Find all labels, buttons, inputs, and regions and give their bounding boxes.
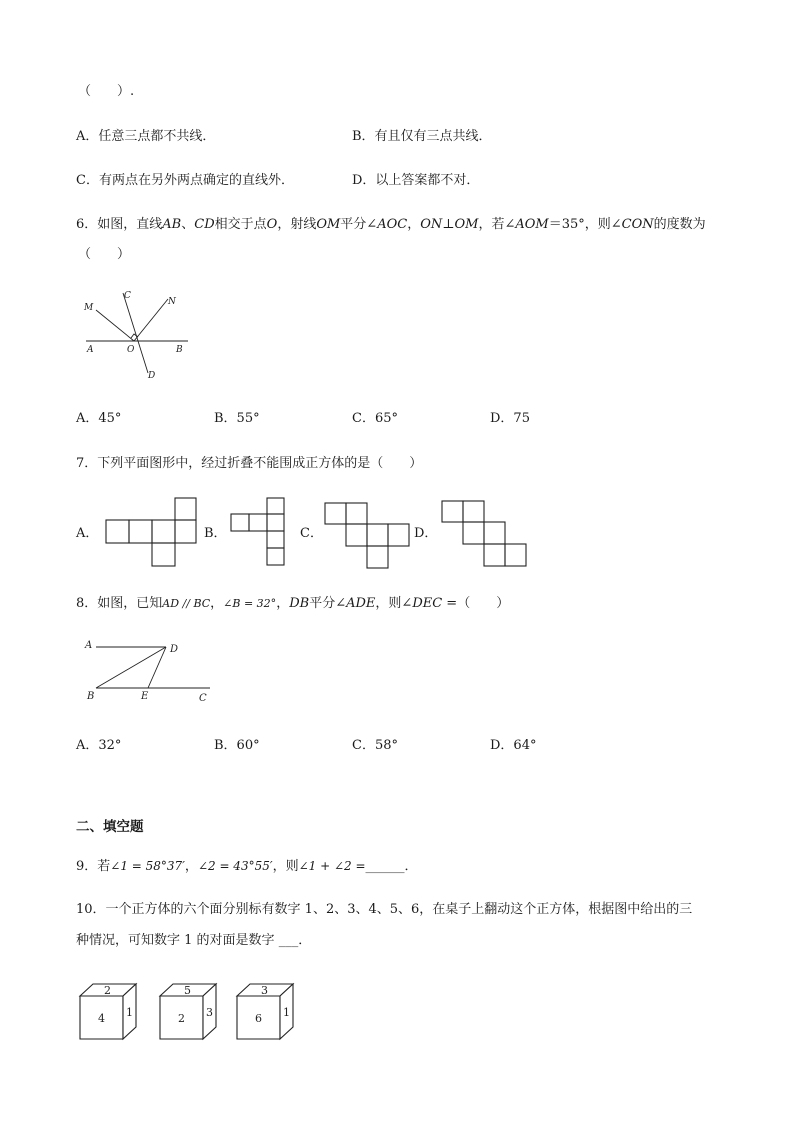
q10-cube-3-side: 1 [283,1006,290,1019]
q8-option-b: B．60° [214,738,260,753]
q10-cubes-figure [78,980,318,1045]
q6-stem: 6．如图，直线AB、CD相交于点O，射线OM平分∠AOC，ON⊥OM，若∠AOM＝35°，则∠CON的度数为 [76,217,706,232]
q8-label-c: C [199,693,207,704]
q10-cube-2-top: 5 [184,984,191,997]
q9-stem: 9．若∠1 = 58°37′，∠2 = 43°55′，则∠1 + ∠2 =______． [76,859,418,874]
q10-cube-3-top: 3 [261,984,268,997]
q6-option-a: A．45° [76,411,122,426]
q7-net-d [440,499,532,571]
q8-label-b: B [87,691,95,702]
q5-paren: （ ）. [78,84,135,99]
q6-label-c: C [124,291,131,301]
q6-label-n: N [168,297,176,307]
q7-net-b [229,496,289,570]
q6-line-cd [123,293,148,373]
q8-segment-ed [148,647,166,688]
q6-ray-on [134,299,168,341]
q6-label-o: O [127,345,135,355]
q8-option-c: C．58° [352,738,398,753]
q7-option-b-label: B． [204,526,227,541]
q8-segment-bd [96,647,166,688]
q10-cube-1-front: 4 [98,1012,105,1025]
q6-option-b: B．55° [214,411,260,426]
q10-cube-3-front: 6 [255,1012,262,1025]
q8-figure [80,635,220,705]
q8-stem: 8．如图，已知AD // BC，∠B = 32°，DB平分∠ADE，则∠DEC =（ ） [76,596,510,611]
q10-cube-1-side: 1 [126,1006,133,1019]
q7-net-c [323,501,415,571]
q8-option-a: A．32° [76,738,122,753]
q5-option-a: A．任意三点都不共线． [76,129,216,144]
q5-option-d: D．以上答案都不对． [352,173,480,188]
q5-option-c: C．有两点在另外两点确定的直线外． [76,173,294,188]
q9-answer-blank[interactable]: ______ [365,859,405,874]
q10-answer-blank[interactable]: ___ [278,933,299,948]
q6-option-c: C．65° [352,411,398,426]
q10-cube-2-front: 2 [178,1012,185,1025]
q6-label-b: B [176,345,183,355]
q5-option-b: B．有且仅有三点共线． [352,129,492,144]
q10-stem-line2: 种情况，可知数字 1 的对面是数字 ___． [76,933,312,948]
q6-label-m: M [84,303,94,313]
q8-label-a: A [85,640,93,651]
q8-option-d: D．64° [490,738,537,753]
q7-option-c-label: C． [300,526,323,541]
q7-option-a-label: A． [76,526,99,541]
q6-label-d: D [148,371,156,381]
q6-ray-om [96,310,134,341]
section-heading-fill-in: 二、填空题 [76,819,144,835]
q6-figure [78,285,198,385]
q6-paren: （ ） [78,247,131,262]
q6-option-d: D．75 [490,411,530,426]
q6-label-a: A [87,345,94,355]
q8-label-d: D [170,644,179,655]
q10-cube-2-side: 3 [206,1006,213,1019]
q10-stem-line1: 10．一个正方体的六个面分别标有数字 1、2、3、4、5、6，在桌子上翻动这个正方体，根据图中给出的三 [76,902,693,917]
q7-stem: 7．下列平面图形中，经过折叠不能围成正方体的是（ ） [76,456,423,471]
q10-cube-1-top: 2 [104,984,111,997]
q8-label-e: E [141,691,149,702]
q7-option-d-label: D． [414,526,438,541]
q7-net-a [104,496,198,570]
